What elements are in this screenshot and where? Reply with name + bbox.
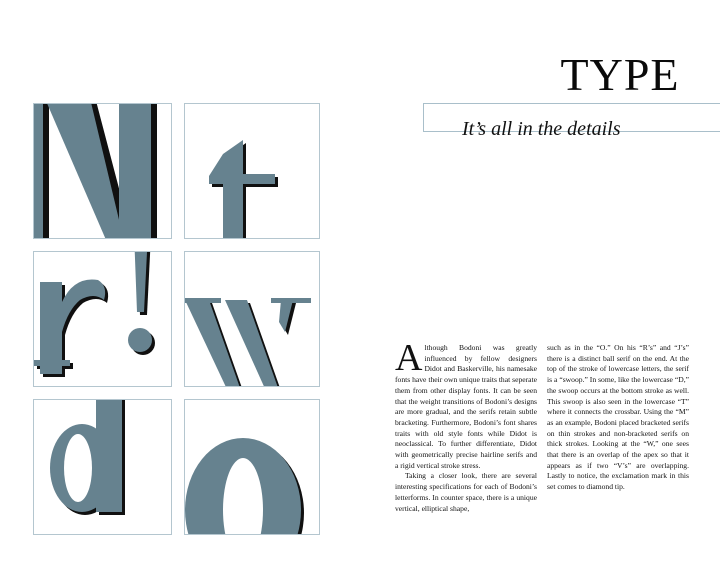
tile-d bbox=[33, 399, 172, 535]
tile-o bbox=[184, 399, 320, 535]
glyph-d bbox=[34, 400, 172, 535]
article-paragraph-3: such as in the “O.” On his “R’s” and “J’s” there is a distinct ball serif on the end. At the top of the stroke of lowercase letters, the serif is a “swoop.” In some, like the lowercase “D,” the swoop occurs at the bottom stroke as well. This swoop is also seen in the lowercase “T” where it connects the crossbar. Using the “M” as an example, Bodoni placed bracketed serifs on thin strokes and non-bracketed serifs on thick strokes. Looking at the “W,” one sees that there is an overlap of the apex so that it appears as if two “V’s” are overlapping. Lastly to notice, the exclamation mark in this set comes to diamond tip. bbox=[547, 343, 689, 492]
tile-t bbox=[184, 103, 320, 239]
glyph-r-exclaim bbox=[34, 252, 172, 387]
glyph-t bbox=[185, 104, 320, 239]
glyph-w bbox=[185, 252, 320, 387]
article-column-2 bbox=[547, 343, 689, 493]
page-subtitle: It’s all in the details bbox=[462, 118, 621, 140]
article-column-1 bbox=[395, 337, 537, 514]
glyph-o bbox=[185, 400, 320, 535]
title-rule-line-left bbox=[423, 131, 459, 132]
article-paragraph-1 bbox=[395, 337, 537, 471]
tile-M bbox=[33, 103, 172, 239]
drop-cap: A bbox=[395, 337, 423, 379]
paragraph-1-text: lthough Bodoni was greatly influenced by fellow designers Didot and Baskerville, his namesake fonts have their own unique traits that seperate them from other display fonts. It can be seen that the weight transitions of Bodoni’s designs are more gradual, and the serifs retain subtle bracketing. Furthermore, Bodoni’s font shares traits with old style fonts while Didot is neoclassical. To further differentiate, Didot with geometrically precise hairline serifs and a rigid vertical stroke stress. bbox=[395, 343, 537, 470]
title-rule-line-right bbox=[645, 131, 720, 132]
article-paragraph-2: Taking a closer look, there are several interesting specifications for each of Bodoni’s letterforms. In counter space, there is a unique vertical, elliptical shape, bbox=[395, 471, 537, 513]
tile-w bbox=[184, 251, 320, 387]
tile-r-exclaim bbox=[33, 251, 172, 387]
page-title: TYPE bbox=[560, 49, 680, 100]
glyph-M bbox=[34, 104, 172, 239]
